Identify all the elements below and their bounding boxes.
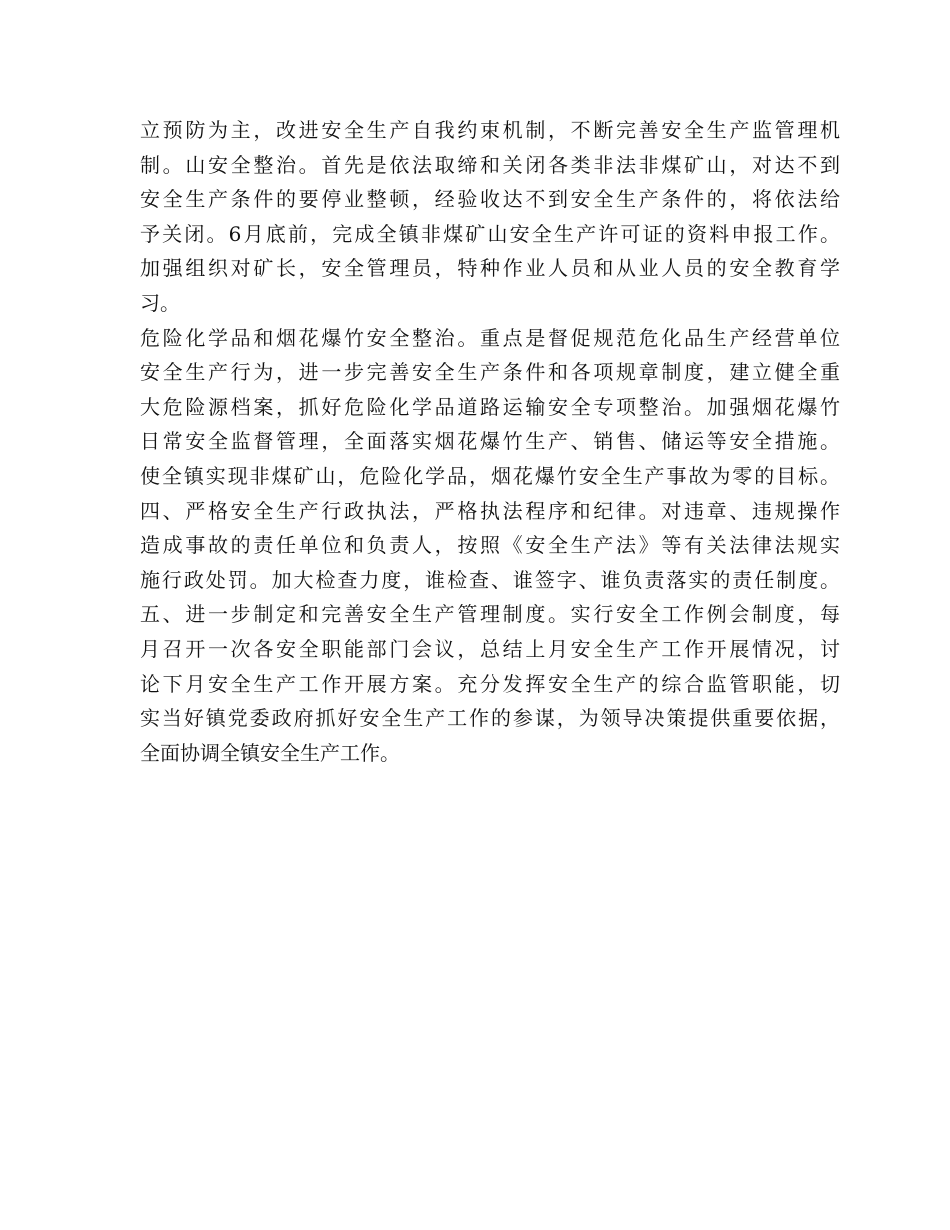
text-line: 危险化学品和烟花爆竹安全整治。重点是督促规范危化品生产经营单位: [140, 325, 840, 350]
text-line: 论下月安全生产工作开展方案。充分发挥安全生产的综合监管职能，切: [140, 671, 840, 696]
text-line: 习。: [140, 290, 180, 315]
text-line: 月召开一次各安全职能部门会议，总结上月安全生产工作开展情况，讨: [140, 636, 840, 661]
text-line: 大危险源档案，抓好危险化学品道路运输安全专项整治。加强烟花爆竹: [140, 394, 840, 419]
text-line: 制。山安全整治。首先是依法取缔和关闭各类非法非煤矿山，对达不到: [140, 152, 840, 177]
text-line: 日常安全监督管理，全面落实烟花爆竹生产、销售、储运等安全措施。: [140, 429, 840, 454]
body-text: [140, 113, 840, 770]
text-line: 五、进一步制定和完善安全生产管理制度。实行安全工作例会制度，每: [140, 602, 840, 627]
text-line: 四、严格安全生产行政执法，严格执法程序和纪律。对违章、违规操作: [140, 498, 840, 523]
text-line: 实当好镇党委政府抓好安全生产工作的参谋，为领导决策提供重要依据，: [140, 706, 840, 731]
text-line: 安全生产行为，进一步完善安全生产条件和各项规章制度，建立健全重: [140, 360, 840, 385]
text-line: 使全镇实现非煤矿山，危险化学品，烟花爆竹安全生产事故为零的目标。: [140, 463, 840, 488]
text-line: 予关闭。6月底前，完成全镇非煤矿山安全生产许可证的资料申报工作。: [140, 221, 840, 246]
text-line: 立预防为主，改进安全生产自我约束机制，不断完善安全生产监管理机: [140, 118, 840, 142]
text-line: 安全生产条件的要停业整顿，经验收达不到安全生产条件的，将依法给: [140, 187, 840, 212]
text-line: 全面协调全镇安全生产工作。: [140, 740, 400, 765]
text-line: 加强组织对矿长，安全管理员，特种作业人员和从业人员的安全教育学: [140, 256, 840, 281]
text-line: 造成事故的责任单位和负责人，按照《安全生产法》等有关法律法规实: [140, 533, 840, 558]
text-line: 施行政处罚。加大检查力度，谁检查、谁签字、谁负责落实的责任制度。: [140, 567, 840, 592]
